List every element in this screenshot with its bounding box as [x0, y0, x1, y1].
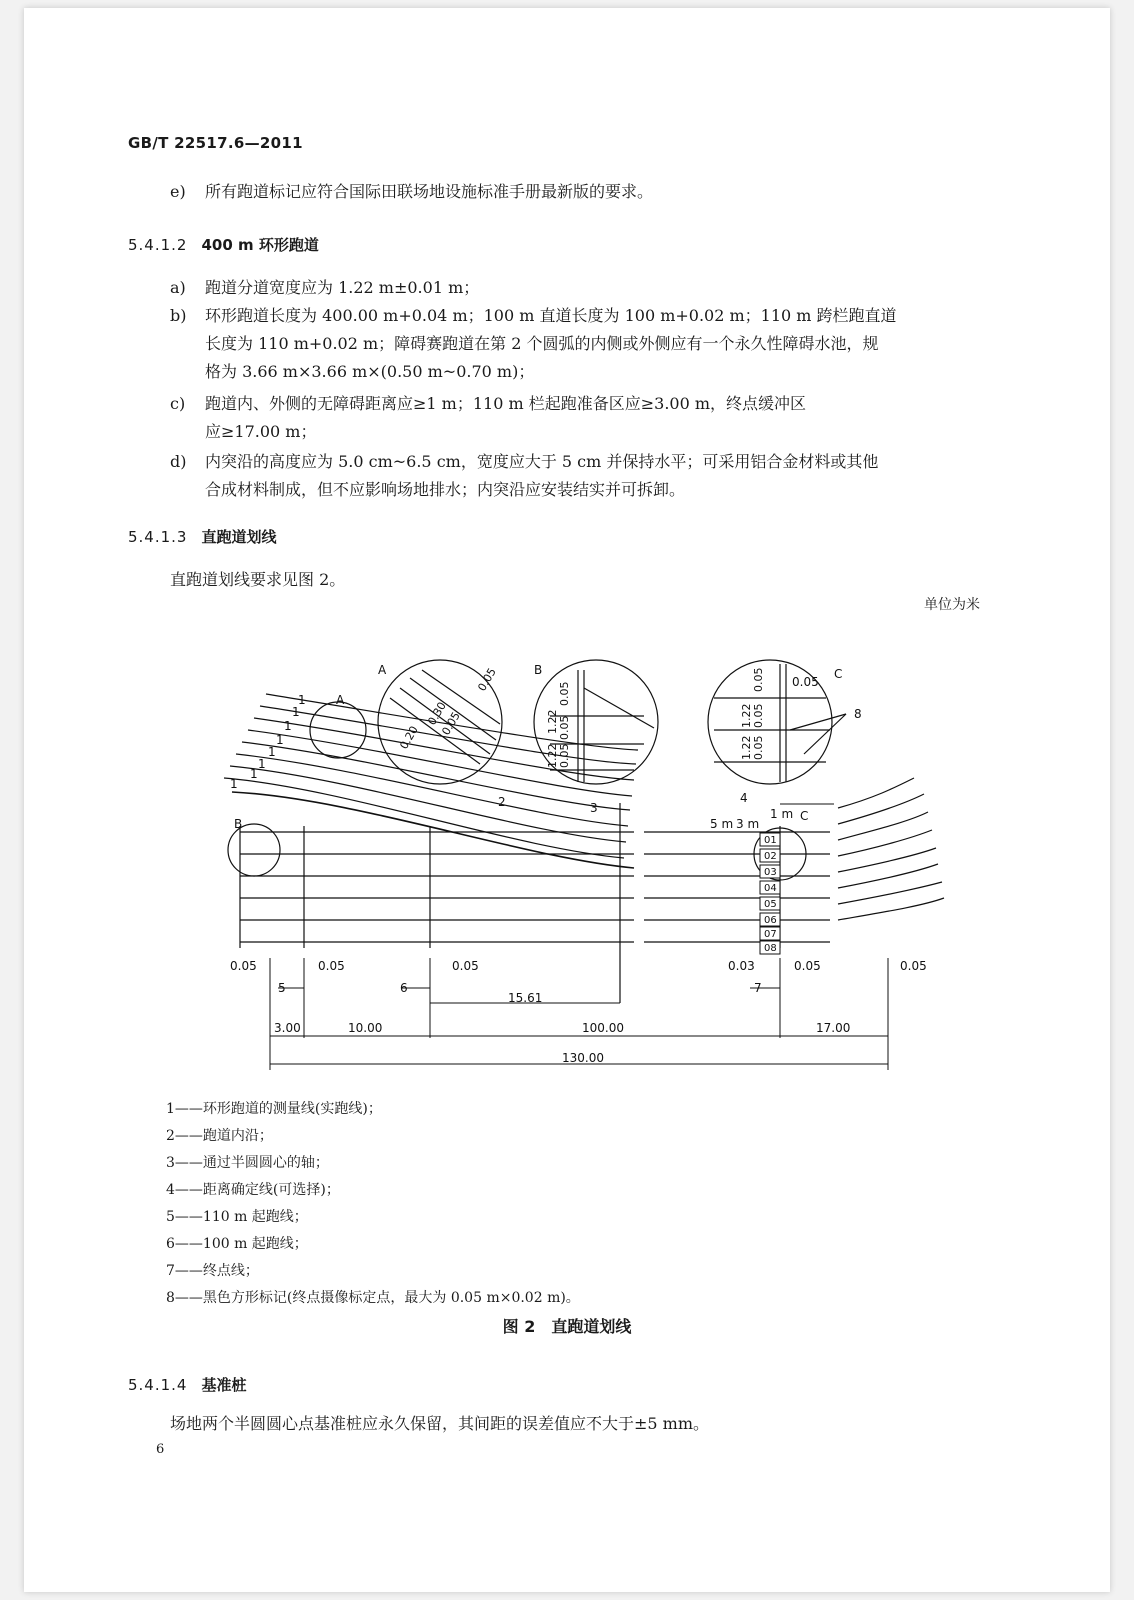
label-3m: 3 m — [736, 817, 760, 831]
label-1: 1 — [268, 745, 276, 759]
page-number: 6 — [156, 1442, 165, 1457]
section-5-4-1-2-heading — [128, 234, 319, 255]
unit-note: 单位为米 — [924, 597, 980, 613]
section-number: 5.4.1.2 — [128, 236, 188, 254]
item-b-line-2: 长度为 110 m+0.02 m；障碍赛跑道在第 2 个圆弧的内侧或外侧应有一个永久性障碍水池，规 — [205, 334, 879, 353]
item-b-line-3: 格为 3.66 m×3.66 m×(0.50 m~0.70 m)； — [205, 362, 535, 381]
section-title: 直跑道划线 — [201, 528, 277, 546]
detail-label-0-30: 0.30 — [425, 699, 449, 728]
legend-item: 7——终点线； — [166, 1263, 259, 1279]
dim-10-00: 10.00 — [348, 1021, 383, 1035]
item-a-label: a) — [170, 278, 186, 297]
item-d-label: d) — [170, 452, 187, 471]
legend-item: 8——黑色方形标记(终点摄像标定点，最大为 0.05 m×0.02 m)。 — [166, 1290, 580, 1306]
detail-label-1-22: 1.22 — [546, 743, 559, 768]
lane-number: 06 — [764, 915, 777, 926]
detail-label-1-22: 1.22 — [740, 735, 753, 760]
item-b-label: b) — [170, 306, 187, 325]
lane-number: 08 — [764, 943, 777, 954]
label-1: 1 — [250, 767, 258, 781]
figure-legend — [166, 1096, 580, 1312]
detail-label-0-20: 0.20 — [397, 723, 421, 752]
label-1m: 1 m — [770, 807, 794, 821]
item-d-line-1: 内突沿的高度应为 5.0 cm~6.5 cm，宽度应大于 5 cm 并保持水平；可采用铝合金材料或其他 — [205, 452, 879, 471]
legend-item: 5——110 m 起跑线； — [166, 1209, 308, 1225]
label-1: 1 — [258, 757, 266, 771]
item-e-label: e) — [170, 182, 186, 201]
detail-label-0-05: 0.05 — [752, 667, 765, 692]
legend-item: 2——跑道内沿； — [166, 1128, 273, 1144]
item-c-line-2: 应≥17.00 m； — [205, 422, 317, 441]
lane-number: 03 — [764, 867, 777, 878]
section-title: 基准桩 — [201, 1376, 247, 1394]
label-0-03: 0.03 — [728, 959, 755, 973]
legend-item: 4——距离确定线(可选择)； — [166, 1182, 340, 1198]
lane-number: 02 — [764, 851, 777, 862]
legend-item: 6——100 m 起跑线； — [166, 1236, 308, 1252]
dim-130-00: 130.00 — [562, 1051, 604, 1065]
label-5: 5 — [278, 981, 286, 995]
section-number: 5.4.1.4 — [128, 1376, 188, 1394]
detail-label-0-05: 0.05 — [752, 703, 765, 728]
label-1: 1 — [284, 719, 292, 733]
label-3: 3 — [590, 801, 598, 815]
detail-label-1-22: 1.22 — [546, 709, 559, 734]
section-title: 400 m 环形跑道 — [201, 236, 319, 254]
detail-label-0-05: 0.05 — [558, 715, 571, 740]
detail-label-0-05: 0.05 — [752, 735, 765, 760]
detail-label-0-05: 0.05 — [439, 709, 463, 738]
detail-a-marker — [310, 702, 366, 758]
figure-intro: 直跑道划线要求见图 2。 — [170, 570, 346, 589]
curve-stub-right — [838, 778, 944, 920]
label-1: 1 — [298, 693, 306, 707]
dim-15-61: 15.61 — [508, 991, 543, 1005]
label-C-detail: C — [834, 667, 843, 681]
label-A-detail: A — [378, 663, 387, 677]
label-1: 1 — [276, 733, 284, 747]
label-0-05: 0.05 — [792, 675, 819, 689]
label-0-05: 0.05 — [900, 959, 927, 973]
label-B: B — [234, 817, 243, 831]
label-0-05: 0.05 — [452, 959, 479, 973]
label-5m: 5 m — [710, 817, 734, 831]
straight-lane-lines-right — [644, 832, 830, 942]
item-b-line-1: 环形跑道长度为 400.00 m+0.04 m；100 m 直道长度为 100 m+0.02 m；110 m 跨栏跑直道 — [205, 306, 897, 325]
label-0-05: 0.05 — [230, 959, 257, 973]
document-header: GB/T 22517.6—2011 — [128, 134, 303, 152]
label-0-05: 0.05 — [318, 959, 345, 973]
section-5-4-1-4-heading — [128, 1374, 247, 1395]
label-8: 8 — [854, 707, 862, 721]
dim-17-00: 17.00 — [816, 1021, 851, 1035]
label-4: 4 — [740, 791, 748, 805]
figure-caption: 图 2 直跑道划线 — [502, 1317, 632, 1336]
legend-item: 1——环形跑道的测量线(实跑线)； — [166, 1101, 382, 1117]
item-a-line: 跑道分道宽度应为 1.22 m±0.01 m； — [205, 278, 480, 297]
document-page — [24, 8, 1110, 1592]
label-B-detail: B — [534, 663, 543, 677]
label-A: A — [336, 693, 345, 707]
item-c-label: c) — [170, 394, 186, 413]
item-c-line-1: 跑道内、外侧的无障碍距离应≥1 m；110 m 栏起跑准备区应≥3.00 m，终点缓冲区 — [205, 394, 807, 413]
lane-number: 07 — [764, 929, 777, 940]
detail-label-1-22: 1.22 — [740, 703, 753, 728]
lane-number: 01 — [764, 835, 777, 846]
straight-lane-lines-left — [240, 832, 634, 942]
figure-2-diagram — [194, 658, 954, 1078]
label-2: 2 — [498, 795, 506, 809]
detail-label-0-05: 0.05 — [558, 681, 571, 706]
label-C: C — [800, 809, 809, 823]
section-number: 5.4.1.3 — [128, 528, 188, 546]
item-d-line-2: 合成材料制成，但不应影响场地排水；内突沿应安装结实并可拆卸。 — [205, 480, 686, 499]
dim-100-00: 100.00 — [582, 1021, 624, 1035]
lane-number: 05 — [764, 899, 777, 910]
detail-c-grid — [714, 664, 846, 782]
label-1: 1 — [292, 705, 300, 719]
label-0-05: 0.05 — [794, 959, 821, 973]
label-7: 7 — [754, 981, 762, 995]
lane-number: 04 — [764, 883, 777, 894]
dim-3-00: 3.00 — [274, 1021, 301, 1035]
section-5-4-1-3-heading — [128, 526, 277, 547]
legend-item: 3——通过半圆圆心的轴； — [166, 1155, 329, 1171]
detail-label-0-05: 0.05 — [475, 665, 499, 694]
label-6: 6 — [400, 981, 408, 995]
detail-label-0-05: 0.05 — [558, 743, 571, 768]
label-1: 1 — [230, 777, 238, 791]
item-e-text: 所有跑道标记应符合国际田联场地设施标准手册最新版的要求。 — [205, 182, 654, 201]
section-5-4-1-4-text: 场地两个半圆圆心点基准桩应永久保留，其间距的误差值应不大于±5 mm。 — [170, 1414, 710, 1433]
